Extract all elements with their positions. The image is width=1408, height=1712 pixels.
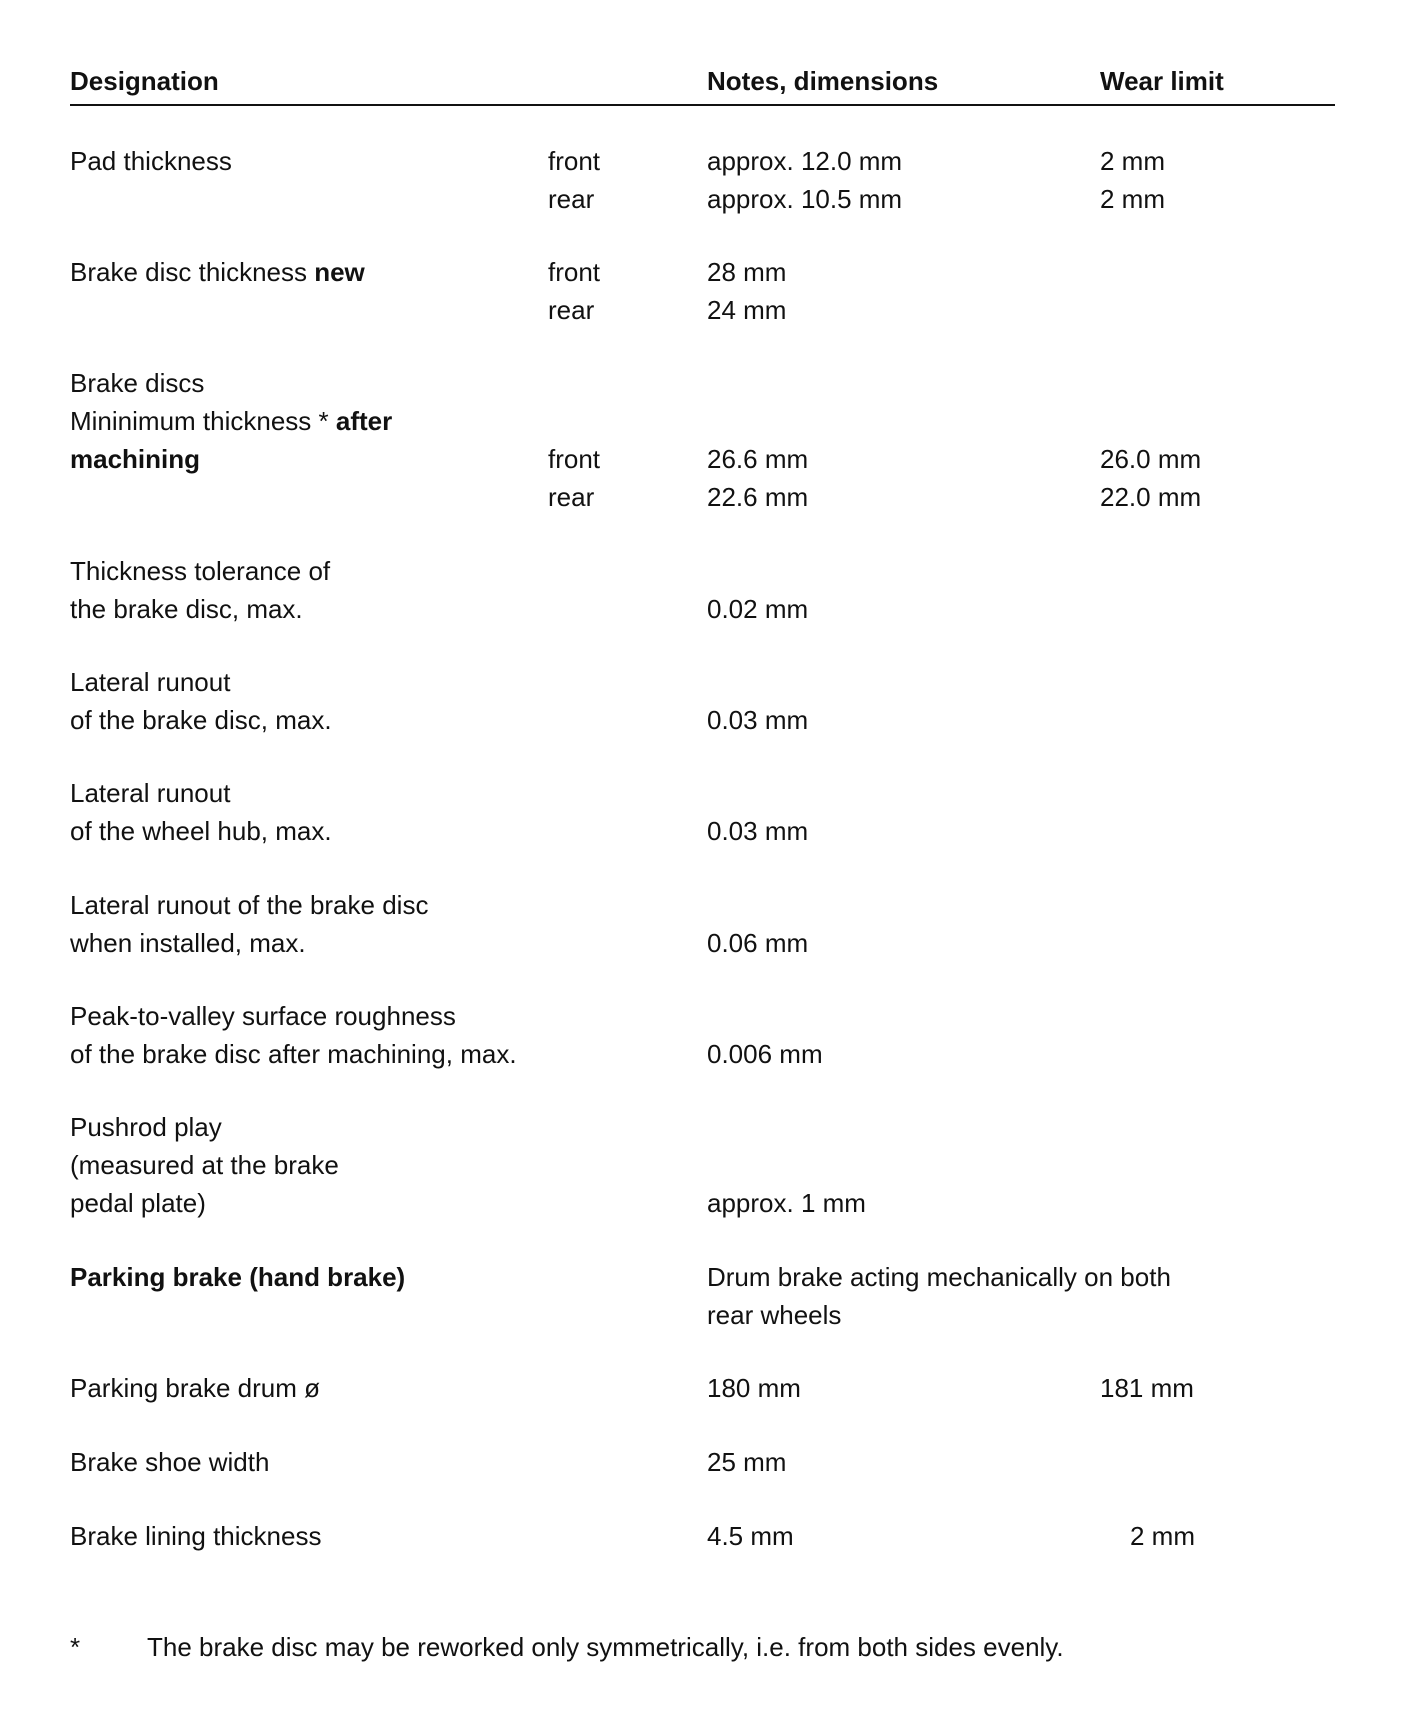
notes: 180 mm — [707, 1373, 801, 1403]
designation: Lateral runout of the brake disc when installed, max. — [70, 890, 429, 958]
notes: Drum brake acting mechanically on both rear wheels — [707, 1262, 1171, 1330]
designation: Parking brake drum ø — [70, 1373, 320, 1403]
position: front rear — [548, 444, 601, 512]
designation: Pad thickness — [70, 146, 232, 176]
designation: Pushrod play (measured at the brake pedal plate) — [70, 1112, 339, 1218]
designation: Peak-to-valley surface roughness of the brake disc after machining, max. — [70, 1001, 517, 1069]
notes: 0.03 mm — [707, 816, 809, 846]
position: front rear — [548, 146, 601, 214]
designation: Brake disc thickness new — [70, 257, 365, 287]
designation: Brake lining thickness — [70, 1521, 322, 1551]
wear-limit: 181 mm — [1100, 1373, 1194, 1403]
position: front rear — [548, 257, 601, 325]
designation: Brake discs Mininimum thickness * after machining — [70, 368, 393, 474]
designation: Thickness tolerance of the brake disc, max. — [70, 556, 331, 624]
header-designation: Designation — [70, 66, 219, 96]
notes: approx. 12.0 mm approx. 10.5 mm — [707, 146, 903, 214]
header-wear-limit: Wear limit — [1100, 66, 1224, 96]
notes: 0.06 mm — [707, 928, 809, 958]
footnote-mark: * — [70, 1632, 81, 1662]
designation: Lateral runout of the brake disc, max. — [70, 667, 332, 735]
table-header — [70, 62, 1335, 106]
notes: 25 mm — [707, 1447, 787, 1477]
notes: 26.6 mm 22.6 mm — [707, 444, 809, 512]
notes: 0.006 mm — [707, 1039, 823, 1069]
notes: approx. 1 mm — [707, 1188, 866, 1218]
wear-limit: 2 mm — [1130, 1521, 1195, 1551]
notes: 0.02 mm — [707, 594, 809, 624]
notes: 0.03 mm — [707, 705, 809, 735]
designation: Brake shoe width — [70, 1447, 270, 1477]
wear-limit: 26.0 mm 22.0 mm — [1100, 444, 1202, 512]
notes: 28 mm 24 mm — [707, 257, 787, 325]
designation: Lateral runout of the wheel hub, max. — [70, 778, 332, 846]
footnote-text: The brake disc may be reworked only symmetrically, i.e. from both sides evenly. — [147, 1632, 1064, 1662]
header-notes: Notes, dimensions — [707, 66, 939, 96]
designation: Parking brake (hand brake) — [70, 1262, 406, 1292]
wear-limit: 2 mm 2 mm — [1100, 146, 1165, 214]
notes: 4.5 mm — [707, 1521, 794, 1551]
